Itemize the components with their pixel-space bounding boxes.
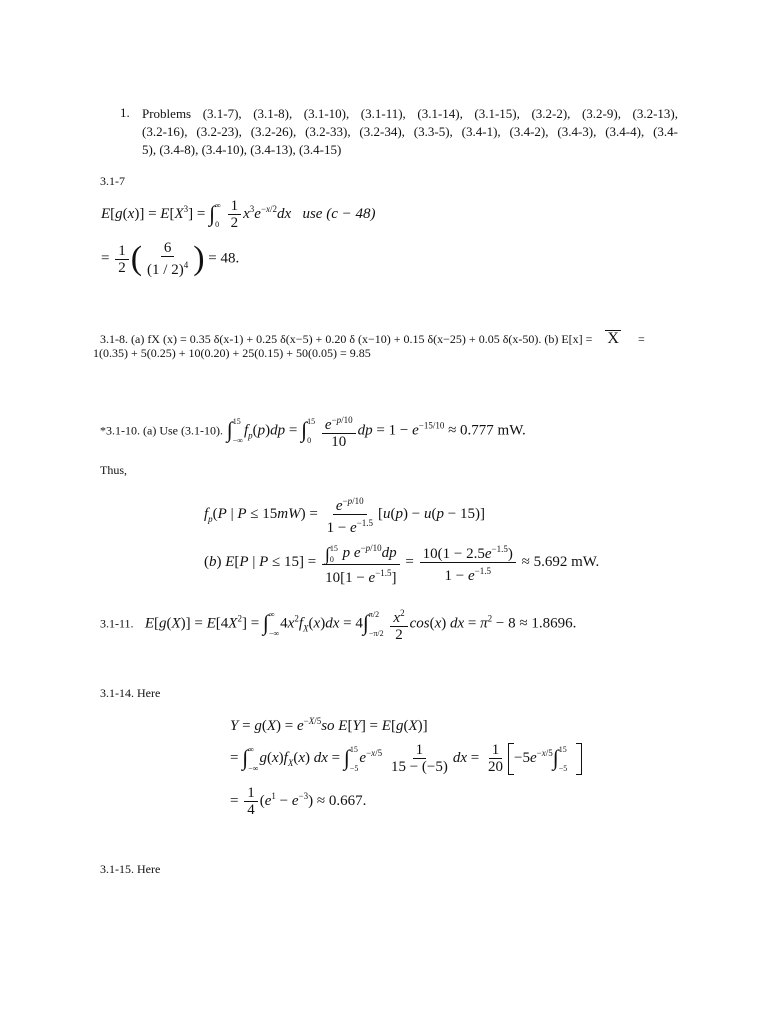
section-heading-3-1-11: 3.1-11.	[100, 616, 134, 631]
equation-3-1-14-b: = ∫ ∞ −∞ $g(x)f_X(x)$ dx = ∫ 15 −5 $e^{-x/5}$ $\frac{1}{15 - (-5)}$ dx = $\frac{1}{20}$ $-5e^{-x/5}\int$ 15 −5	[230, 742, 582, 775]
equation-3-1-10-a: *3.1-10. (a) Use (3.1-10). ∫ 15 −∞ $f_p(p)dp$ = ∫ 15 0 $\frac{e^{-p/10}}{10}$ dp = $1 - e^{-15/10} \approx 0.777$ mW.	[100, 412, 526, 450]
section-3-1-8-text: 3.1-8. (a) fX (x) = 0.35 δ(x-1) + 0.25 δ(x−5) + 0.20 δ (x−10) + 0.15 δ(x−25) + 0.05 δ(x-50). (b) E[x] =	[100, 332, 593, 346]
equation-note: use (c − 48)	[302, 206, 376, 222]
result-3-1-10-b: ≈ 5.692 mW.	[521, 554, 600, 571]
section-heading-3-1-15: 3.1-15. Here	[100, 862, 161, 876]
x-bar-symbol: X	[607, 330, 619, 347]
thus-text: Thus,	[100, 463, 127, 477]
equation-3-1-14-c: = $\frac{1}{4}$ $(e^1 - e^{-3}) \approx 0.667$.	[230, 785, 367, 818]
problem-list-line-1: (3.1-7), (3.1-8), (3.1-10), (3.1-11), (3.1-14), (3.1-15), (3.2-2), (3.2-9), (3.2-13),	[202, 106, 679, 121]
section-3-1-8-line-2: 1(0.35) + 5(0.25) + 10(0.20) + 25(0.15) + 50(0.05) = 9.85	[93, 346, 371, 360]
result-3-1-10-a: ≈ 0.777 mW.	[448, 422, 526, 439]
problem-list	[142, 105, 678, 159]
equation-3-1-7-a: $E[g(x)] = E[X^3]$ = ∫ ∞ 0 $\frac{1}{2}$ $x^3e^{-x/2}dx$ use (c − 48)	[101, 198, 376, 232]
problem-list-line-2: (3.2-16), (3.2-23), (3.2-26), (3.2-33), (3.2-34), (3.3-5), (3.4-1), (3.4-2), (3.4-3), (3.4-4), (3.4-	[142, 124, 678, 139]
equals-sign: =	[637, 332, 645, 346]
equation-3-1-10-c: (b) E[P | P ≤ 15] = ∫ 15 0 p $e^{-p/10}dp$ $10[1 - e^{-1.5}]$ = $\frac{10(1 - 2.5e^{-1.5})}{1 - e^{-1.5}}$ ≈ 5.692 mW.	[204, 540, 599, 586]
equation-3-1-7-b: = $\frac{1}{2}$ ( $\frac{6}{(1 / 2)^4}$ ) = 48.	[101, 240, 240, 278]
equation-3-1-10-b: $f_p(P$ | P ≤ 15mW) = $\frac{e^{-p/10}}{1 - e^{-1.5}}$ [u(p) − u(p − 15)]	[204, 493, 485, 536]
result-3-1-14: ≈ 0.667.	[316, 792, 367, 809]
result-3-1-7: = 48.	[208, 250, 240, 267]
problem-number: 1.	[120, 105, 130, 120]
section-heading-3-1-10: *3.1-10. (a) Use (3.1-10).	[100, 423, 223, 438]
result-3-1-11: ≈ 1.8696.	[519, 615, 577, 632]
problems-label: Problems	[142, 106, 192, 121]
section-heading-3-1-7: 3.1-7	[100, 174, 125, 188]
section-heading-3-1-14: 3.1-14. Here	[100, 686, 161, 700]
equation-3-1-11: 3.1-11. $E[g(X)] = E[4X^2]$ = ∫ ∞ −∞ $4x^2f_X(x)dx = 4\int$ π/2 −π/2 $\frac{x^2}{2}$ cos(x) dx = $\pi^2 - 8 \approx 1.8696$.	[100, 605, 576, 643]
section-3-1-8-line-1	[100, 330, 645, 347]
problem-list-line-3: 5), (3.4-8), (3.4-10), (3.4-13), (3.4-15)	[142, 142, 342, 157]
equation-3-1-14-a: $Y = g(X) = e^{-X/5}so$ E[Y] = E[g(X)]	[230, 716, 428, 734]
